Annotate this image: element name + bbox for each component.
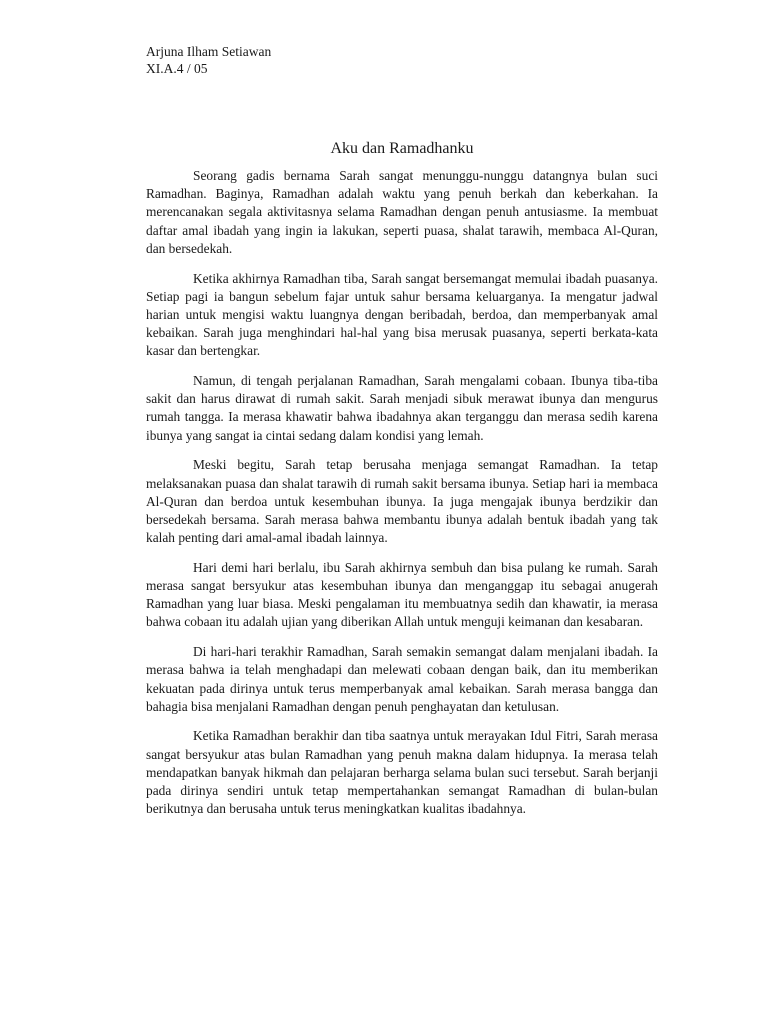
paragraph-3: Namun, di tengah perjalanan Ramadhan, Sarah mengalami cobaan. Ibunya tiba-tiba sakit dan harus dirawat di rumah sakit. Sarah menjadi sibuk merawat ibunya dan mengurus rumah tangga. Ia merasa khawatir bahwa ibadahnya akan terganggu dan merasa sedih karena ibunya yang sangat ia cintai sedang dalam kondisi yang lemah.	[146, 373, 658, 443]
class-and-number: XI.A.4 / 05	[146, 60, 208, 76]
paragraph-6: Di hari-hari terakhir Ramadhan, Sarah semakin semangat dalam menjalani ibadah. Ia merasa bahwa ia telah menghadapi dan melewati cobaan dengan baik, dan itu memberikan kekuatan pada dirinya untuk terus memperbanyak amal kebaikan. Sarah merasa bangga dan bahagia bisa menjalani Ramadhan dengan penuh penghayatan dan ketulusan.	[146, 644, 658, 714]
document-title: Aku dan Ramadhanku	[330, 140, 474, 157]
document-body	[146, 167, 658, 830]
paragraph-4: Meski begitu, Sarah tetap berusaha menjaga semangat Ramadhan. Ia tetap melaksanakan puasa dan shalat tarawih di rumah sakit bersama ibunya. Setiap hari ia membaca Al-Quran dan berdoa untuk kesembuhan ibunya. Ia juga mengajak ibunya berdzikir dan bersedekah bersama. Sarah merasa bahwa membantu ibunya adalah bentuk ibadah yang tak kalah penting dari amal-amal ibadah lainnya.	[146, 457, 658, 546]
paragraph-5: Hari demi hari berlalu, ibu Sarah akhirnya sembuh dan bisa pulang ke rumah. Sarah merasa sangat bersyukur atas kesembuhan ibunya dan menganggap itu sebagai anugerah Ramadhan yang luar biasa. Meski pengalaman itu membuatnya sedih dan khawatir, ia merasa bahwa cobaan itu adalah ujian yang diberikan Allah untuk menguji keimanan dan kesabaran.	[146, 559, 658, 630]
paragraph-2: Ketika akhirnya Ramadhan tiba, Sarah sangat bersemangat memulai ibadah puasanya. Setiap pagi ia bangun sebelum fajar untuk sahur bersama keluarganya. Ia mengatur jadwal harian untuk mengisi waktu luangnya dengan beribadah, berdoa, dan memperbanyak amal kebaikan. Sarah juga menghindari hal-hal yang bisa merusak puasanya, seperti berkata-kata kasar dan bertengkar.	[146, 270, 658, 359]
document-header	[146, 44, 271, 77]
paragraph-7: Ketika Ramadhan berakhir dan tiba saatnya untuk merayakan Idul Fitri, Sarah merasa sangat bersyukur atas bulan Ramadhan yang penuh makna dalam hidupnya. Ia merasa telah mendapatkan banyak hikmah dan pelajaran berharga selama bulan suci tersebut. Sarah berjanji pada dirinya sendiri untuk tetap mempertahankan semangat Ramadhan di bulan-bulan berikutnya dan berusaha untuk terus meningkatkan kualitas ibadahnya.	[146, 728, 658, 817]
author-name: Arjuna Ilham Setiawan	[146, 44, 272, 59]
paragraph-1: Seorang gadis bernama Sarah sangat menunggu-nunggu datangnya bulan suci Ramadhan. Baginya, Ramadhan adalah waktu yang penuh berkah dan keberkahan. Ia merencanakan segala aktivitasnya selama Ramadhan dengan penuh antusiasme. Ia membuat daftar amal ibadah yang ingin ia lakukan, seperti puasa, shalat tarawih, membaca Al-Quran, dan bersedekah.	[146, 168, 658, 256]
